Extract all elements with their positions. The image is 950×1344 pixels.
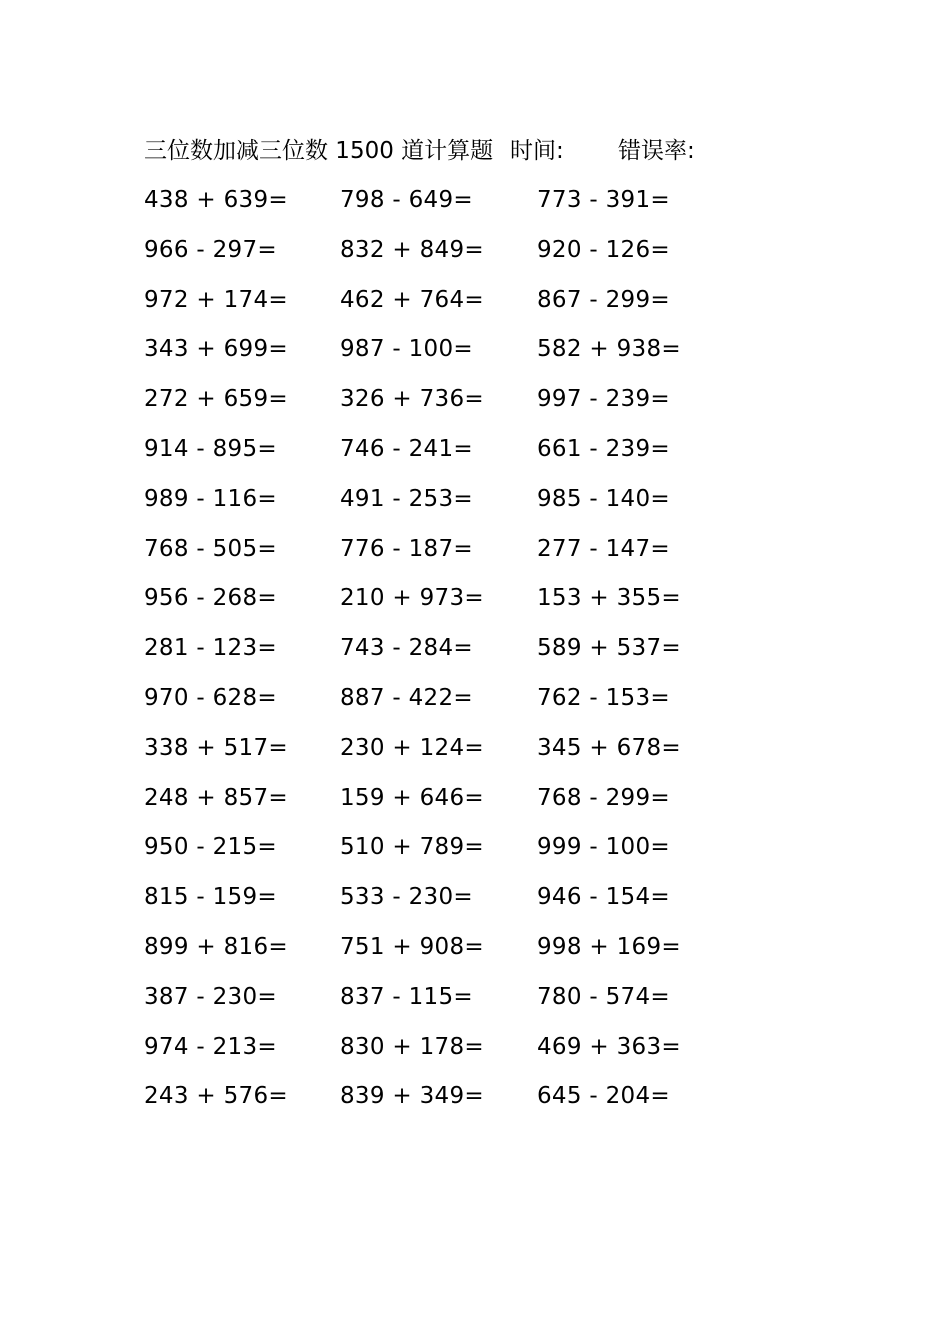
problem-item: 837 - 115= bbox=[340, 983, 473, 1010]
problem-item: 998 + 169= bbox=[537, 933, 681, 960]
problem-item: 589 + 537= bbox=[537, 635, 681, 662]
problem-item: 510 + 789= bbox=[340, 834, 484, 861]
problem-item: 780 - 574= bbox=[537, 983, 670, 1010]
problem-item: 645 - 204= bbox=[537, 1083, 670, 1110]
problem-item: 751 + 908= bbox=[340, 933, 484, 960]
problem-item: 159 + 646= bbox=[340, 784, 484, 811]
problem-item: 469 + 363= bbox=[537, 1033, 681, 1060]
problem-item: 972 + 174= bbox=[144, 286, 288, 313]
problem-item: 746 - 241= bbox=[340, 435, 473, 462]
problem-item: 946 - 154= bbox=[537, 884, 670, 911]
problem-item: 272 + 659= bbox=[144, 386, 288, 413]
problem-item: 491 - 253= bbox=[340, 485, 473, 512]
problem-item: 661 - 239= bbox=[537, 435, 670, 462]
problem-item: 815 - 159= bbox=[144, 884, 277, 911]
problem-item: 899 + 816= bbox=[144, 933, 288, 960]
problem-item: 776 - 187= bbox=[340, 535, 473, 562]
problem-item: 762 - 153= bbox=[537, 684, 670, 711]
problem-item: 277 - 147= bbox=[537, 535, 670, 562]
problem-row bbox=[144, 1030, 844, 1080]
problem-item: 989 - 116= bbox=[144, 485, 277, 512]
problem-item: 462 + 764= bbox=[340, 286, 484, 313]
problem-item: 773 - 391= bbox=[537, 187, 670, 213]
problem-item: 768 - 505= bbox=[144, 535, 277, 562]
problem-row bbox=[144, 482, 844, 532]
problem-item: 956 - 268= bbox=[144, 585, 277, 612]
problem-item: 950 - 215= bbox=[144, 834, 277, 861]
problem-item: 243 + 576= bbox=[144, 1083, 288, 1110]
problem-item: 974 - 213= bbox=[144, 1033, 277, 1060]
problem-row bbox=[144, 332, 844, 382]
problem-row bbox=[144, 830, 844, 880]
worksheet-header bbox=[144, 134, 864, 168]
problem-item: 768 - 299= bbox=[537, 784, 670, 811]
problem-row bbox=[144, 980, 844, 1030]
problem-row bbox=[144, 532, 844, 582]
problem-item: 230 + 124= bbox=[340, 734, 484, 761]
problem-row bbox=[144, 880, 844, 930]
problem-item: 832 + 849= bbox=[340, 236, 484, 263]
problem-item: 153 + 355= bbox=[537, 585, 681, 612]
error-rate-label: 错误率: bbox=[618, 138, 695, 164]
problem-item: 582 + 938= bbox=[537, 336, 681, 363]
problem-row bbox=[144, 183, 844, 233]
problem-row bbox=[144, 233, 844, 283]
problem-item: 839 + 349= bbox=[340, 1083, 484, 1110]
problem-item: 798 - 649= bbox=[340, 187, 473, 213]
problem-row bbox=[144, 731, 844, 781]
problem-row bbox=[144, 631, 844, 681]
problem-row bbox=[144, 781, 844, 831]
problem-item: 997 - 239= bbox=[537, 386, 670, 413]
problem-item: 387 - 230= bbox=[144, 983, 277, 1010]
problem-row bbox=[144, 432, 844, 482]
problem-item: 914 - 895= bbox=[144, 435, 277, 462]
problem-grid bbox=[144, 183, 844, 1129]
problem-item: 281 - 123= bbox=[144, 635, 277, 662]
problem-row bbox=[144, 382, 844, 432]
problem-row bbox=[144, 930, 844, 980]
problem-item: 999 - 100= bbox=[537, 834, 670, 861]
problem-item: 920 - 126= bbox=[537, 236, 670, 263]
problem-item: 210 + 973= bbox=[340, 585, 484, 612]
problem-item: 326 + 736= bbox=[340, 386, 484, 413]
problem-item: 343 + 699= bbox=[144, 336, 288, 363]
problem-item: 887 - 422= bbox=[340, 684, 473, 711]
problem-row bbox=[144, 283, 844, 333]
problem-row bbox=[144, 581, 844, 631]
problem-row bbox=[144, 681, 844, 731]
problem-item: 438 + 639= bbox=[144, 187, 288, 213]
problem-item: 867 - 299= bbox=[537, 286, 670, 313]
problem-item: 970 - 628= bbox=[144, 684, 277, 711]
worksheet-title: 三位数加减三位数 1500 道计算题 bbox=[144, 138, 494, 164]
problem-item: 533 - 230= bbox=[340, 884, 473, 911]
time-label: 时间: bbox=[510, 138, 564, 164]
problem-item: 966 - 297= bbox=[144, 236, 277, 263]
problem-item: 248 + 857= bbox=[144, 784, 288, 811]
problem-item: 743 - 284= bbox=[340, 635, 473, 662]
problem-item: 985 - 140= bbox=[537, 485, 670, 512]
problem-row bbox=[144, 1079, 844, 1129]
problem-item: 345 + 678= bbox=[537, 734, 681, 761]
problem-item: 338 + 517= bbox=[144, 734, 288, 761]
problem-item: 987 - 100= bbox=[340, 336, 473, 363]
problem-item: 830 + 178= bbox=[340, 1033, 484, 1060]
